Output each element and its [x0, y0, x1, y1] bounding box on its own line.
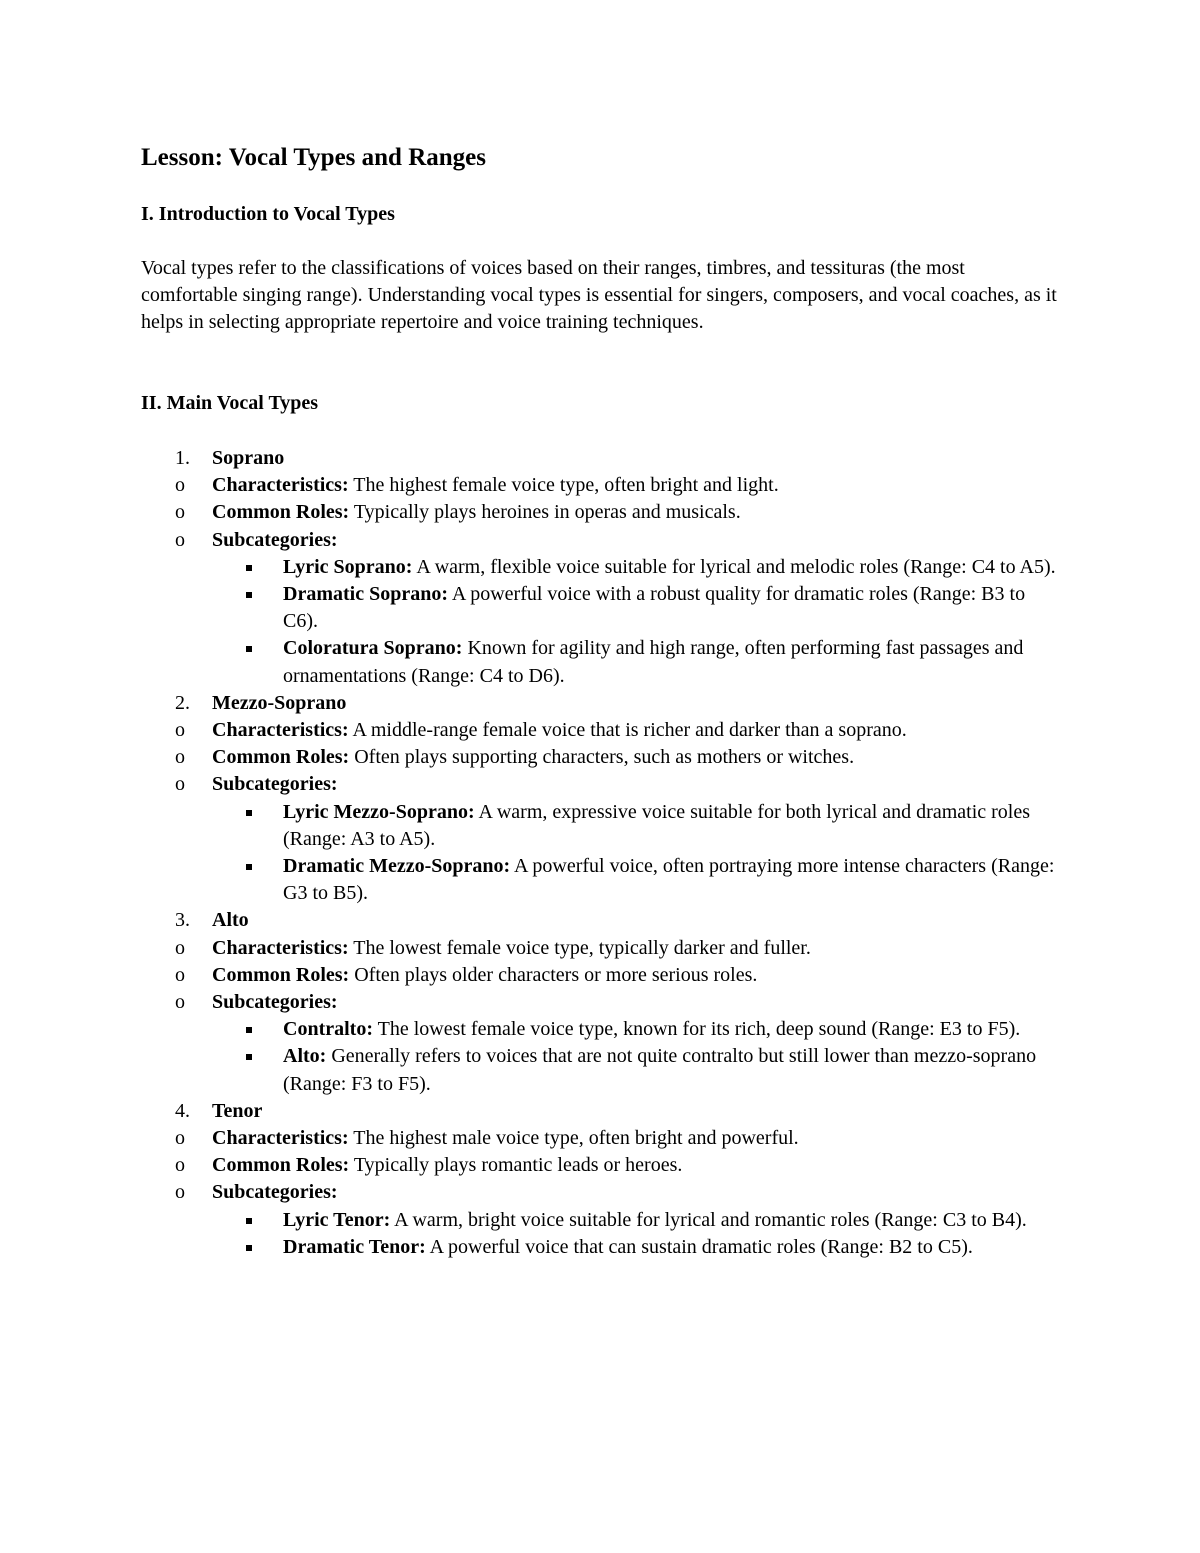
vocal-type-name: Soprano — [212, 447, 285, 469]
characteristics-label: Characteristics: — [212, 1127, 349, 1150]
circle-bullet-icon: o — [175, 528, 185, 551]
common-roles-label: Common Roles: — [212, 1154, 350, 1177]
vocal-type-details — [141, 717, 1081, 907]
vocal-type-item — [141, 690, 1081, 717]
subcategory-item — [141, 1016, 1081, 1043]
document-title: Lesson: Vocal Types and Ranges — [141, 144, 486, 171]
subcategory-text: A powerful voice with a robust quality for dramatic roles (Range: B3 to C6). — [283, 583, 1026, 633]
characteristics-label: Characteristics: — [212, 719, 349, 742]
characteristics-item — [141, 1125, 1081, 1152]
subcategory-label: Lyric Tenor: — [283, 1208, 391, 1231]
subcategories-item — [141, 527, 1081, 554]
characteristics-label: Characteristics: — [212, 936, 349, 959]
subcategory-text: A powerful voice that can sustain dramatic roles (Range: B2 to C5). — [425, 1235, 973, 1258]
list-number: 3. — [175, 909, 190, 932]
vocal-type-item — [141, 907, 1081, 934]
circle-bullet-icon: o — [175, 1154, 185, 1177]
subcategory-item — [141, 1234, 1081, 1261]
vocal-type-item — [141, 445, 1081, 472]
vocal-type-item — [141, 1098, 1081, 1125]
subcategory-item — [141, 799, 1081, 853]
common-roles-text: Typically plays heroines in operas and musicals. — [349, 501, 741, 524]
circle-bullet-icon: o — [175, 746, 185, 769]
subcategories-label: Subcategories: — [212, 991, 338, 1014]
square-bullet-icon — [246, 565, 252, 571]
subcategory-label: Dramatic Soprano: — [283, 583, 448, 606]
circle-bullet-icon: o — [175, 474, 185, 497]
section-heading-main-vocal-types: II. Main Vocal Types — [141, 392, 319, 414]
subcategory-label: Lyric Soprano: — [283, 555, 413, 578]
list-number: 2. — [175, 691, 190, 714]
common-roles-label: Common Roles: — [212, 746, 350, 769]
vocal-type-name: Alto — [212, 909, 249, 932]
vocal-type-details — [141, 935, 1081, 1098]
square-bullet-icon — [246, 1054, 252, 1060]
subcategory-text: Generally refers to voices that are not quite contralto but still lower than mezzo-soprano (Range: F3 to F5). — [283, 1045, 1037, 1095]
list-number: 1. — [175, 447, 190, 469]
list-number: 4. — [175, 1099, 190, 1122]
subcategory-text: A powerful voice, often portraying more intense characters (Range: G3 to B5). — [283, 855, 1055, 905]
subcategory-text: Known for agility and high range, often performing fast passages and ornamentations (Range: C4 to D6). — [283, 637, 1024, 687]
subcategory-text: The lowest female voice type, known for its rich, deep sound (Range: E3 to F5). — [372, 1018, 1021, 1041]
characteristics-item — [141, 935, 1081, 962]
common-roles-label: Common Roles: — [212, 963, 350, 986]
subcategories-item — [141, 1179, 1081, 1206]
common-roles-text: Often plays older characters or more serious roles. — [349, 963, 758, 986]
vocal-type-details — [141, 1125, 1081, 1261]
subcategories-item — [141, 989, 1081, 1016]
vocal-type-name: Tenor — [212, 1099, 263, 1122]
subcategory-item — [141, 1043, 1081, 1097]
vocal-type-name: Mezzo-Soprano — [212, 691, 347, 714]
subcategory-label: Coloratura Soprano: — [283, 637, 463, 660]
subcategory-item — [141, 635, 1081, 689]
circle-bullet-icon: o — [175, 1181, 185, 1204]
characteristics-text: The lowest female voice type, typically darker and fuller. — [348, 936, 811, 959]
subcategory-text: A warm, expressive voice suitable for both lyrical and dramatic roles (Range: A3 to A5). — [283, 800, 1031, 850]
vocal-type-details — [141, 472, 1081, 690]
square-bullet-icon — [246, 1245, 252, 1251]
subcategory-text: A warm, bright voice suitable for lyrical and romantic roles (Range: C3 to B4). — [390, 1208, 1027, 1231]
subcategory-item — [141, 554, 1081, 581]
square-bullet-icon — [246, 646, 252, 652]
common-roles-item — [141, 499, 1081, 526]
subcategory-label: Lyric Mezzo-Soprano: — [283, 800, 475, 823]
section-heading-introduction: I. Introduction to Vocal Types — [141, 203, 395, 225]
subcategory-label: Contralto: — [283, 1018, 373, 1041]
square-bullet-icon — [246, 1027, 252, 1033]
characteristics-label: Characteristics: — [212, 474, 349, 497]
characteristics-text: A middle-range female voice that is richer and darker than a soprano. — [348, 719, 907, 742]
subcategories-label: Subcategories: — [212, 1181, 338, 1204]
square-bullet-icon — [246, 810, 252, 816]
square-bullet-icon — [246, 864, 252, 870]
circle-bullet-icon: o — [175, 773, 185, 796]
subcategory-text: A warm, flexible voice suitable for lyrical and melodic roles (Range: C4 to A5). — [412, 555, 1056, 578]
subcategory-item — [141, 1207, 1081, 1234]
common-roles-item — [141, 1152, 1081, 1179]
common-roles-item — [141, 744, 1081, 771]
subcategory-label: Dramatic Tenor: — [283, 1235, 426, 1258]
common-roles-item — [141, 962, 1081, 989]
common-roles-text: Often plays supporting characters, such as mothers or witches. — [349, 746, 855, 769]
circle-bullet-icon: o — [175, 936, 185, 959]
characteristics-item — [141, 717, 1081, 744]
subcategory-item — [141, 581, 1081, 635]
introduction-paragraph: Vocal types refer to the classifications of voices based on their ranges, timbres, and tessituras (the most comfortable singing range). Understanding vocal types is essential for singers, composers, and vocal coaches, as it helps in selecting appropriate repertoire and voice training techniques. — [141, 257, 1057, 334]
square-bullet-icon — [246, 1218, 252, 1224]
characteristics-text: The highest female voice type, often bright and light. — [348, 474, 779, 497]
subcategories-item — [141, 771, 1081, 798]
characteristics-item — [141, 472, 1081, 499]
circle-bullet-icon: o — [175, 719, 185, 742]
circle-bullet-icon: o — [175, 501, 185, 524]
subcategories-label: Subcategories: — [212, 528, 338, 551]
circle-bullet-icon: o — [175, 1127, 185, 1150]
square-bullet-icon — [246, 592, 252, 598]
subcategory-label: Dramatic Mezzo-Soprano: — [283, 855, 511, 878]
subcategories-label: Subcategories: — [212, 773, 338, 796]
subcategory-item — [141, 853, 1081, 907]
circle-bullet-icon: o — [175, 991, 185, 1014]
common-roles-text: Typically plays romantic leads or heroes. — [349, 1154, 683, 1177]
vocal-types-list — [141, 445, 1081, 1261]
circle-bullet-icon: o — [175, 963, 185, 986]
characteristics-text: The highest male voice type, often bright and powerful. — [348, 1127, 799, 1150]
common-roles-label: Common Roles: — [212, 501, 350, 524]
subcategory-label: Alto: — [283, 1045, 327, 1068]
